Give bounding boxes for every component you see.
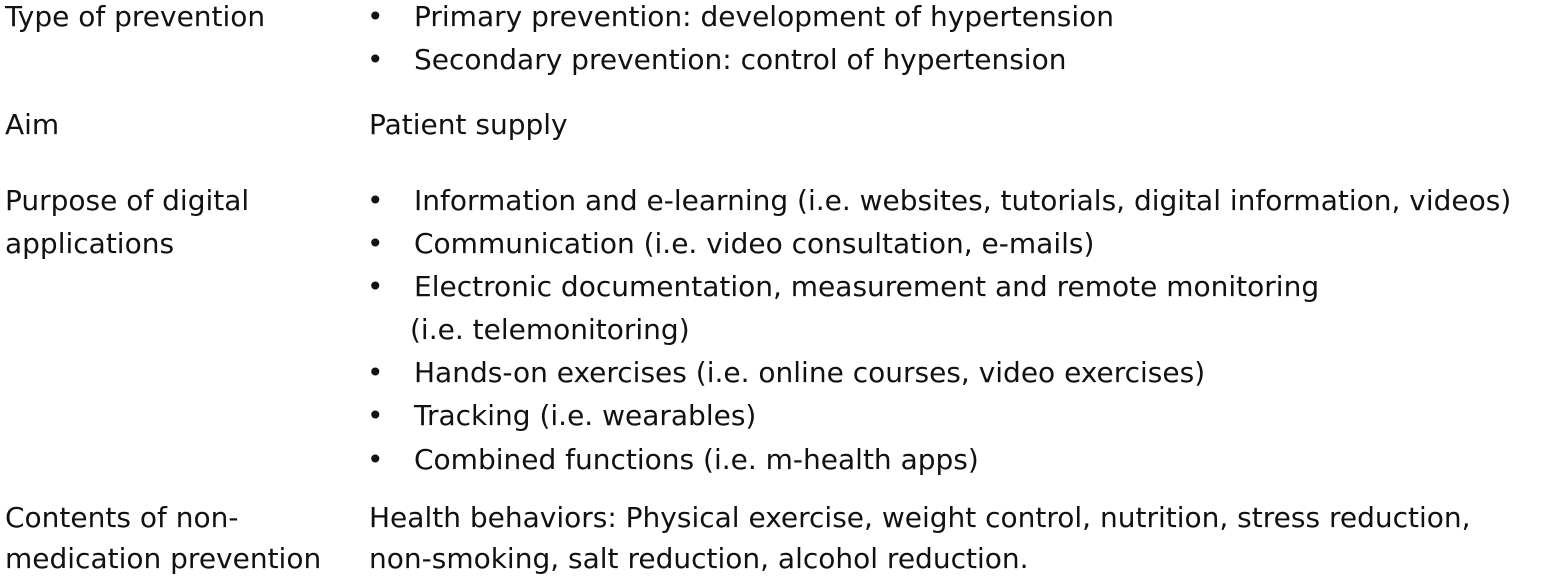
label-aim: Aim	[5, 108, 60, 141]
bullet-marker	[367, 443, 384, 477]
bullet-marker	[367, 270, 384, 304]
list-item-information-elearning: Information and e-learning (i.e. websites, tutorials, digital information, videos)	[414, 184, 1512, 217]
bullet-marker	[367, 356, 384, 390]
list-item-primary-prevention: Primary prevention: development of hypertension	[414, 0, 1115, 33]
list-item-tracking: Tracking (i.e. wearables)	[414, 399, 757, 432]
list-item-secondary-prevention: Secondary prevention: control of hypertension	[414, 43, 1067, 76]
label-contents-line-2: medication prevention	[5, 542, 322, 575]
label-type-of-prevention: Type of prevention	[5, 0, 266, 33]
label-contents-line-1: Contents of non-	[5, 501, 239, 534]
list-item-electronic-documentation: Electronic documentation, measurement and remote monitoring	[414, 270, 1320, 303]
label-purpose-line-1: Purpose of digital	[5, 184, 250, 217]
bullet-marker	[367, 43, 384, 77]
bullet-marker	[367, 0, 384, 34]
aim-value: Patient supply	[369, 108, 568, 141]
list-item-hands-on-exercises: Hands-on exercises (i.e. online courses, video exercises)	[414, 356, 1206, 389]
list-item-communication: Communication (i.e. video consultation, e-mails)	[414, 227, 1095, 260]
bullet-marker	[367, 184, 384, 218]
label-purpose-line-2: applications	[5, 227, 175, 260]
bullet-marker	[367, 227, 384, 261]
list-item-electronic-documentation-continuation: (i.e. telemonitoring)	[410, 313, 690, 346]
bullet-marker	[367, 399, 384, 433]
contents-text-line-2: non-smoking, salt reduction, alcohol reduction.	[369, 542, 1029, 575]
list-item-combined-functions: Combined functions (i.e. m-health apps)	[414, 443, 979, 476]
contents-text-line-1: Health behaviors: Physical exercise, weight control, nutrition, stress reduction,	[369, 501, 1471, 534]
